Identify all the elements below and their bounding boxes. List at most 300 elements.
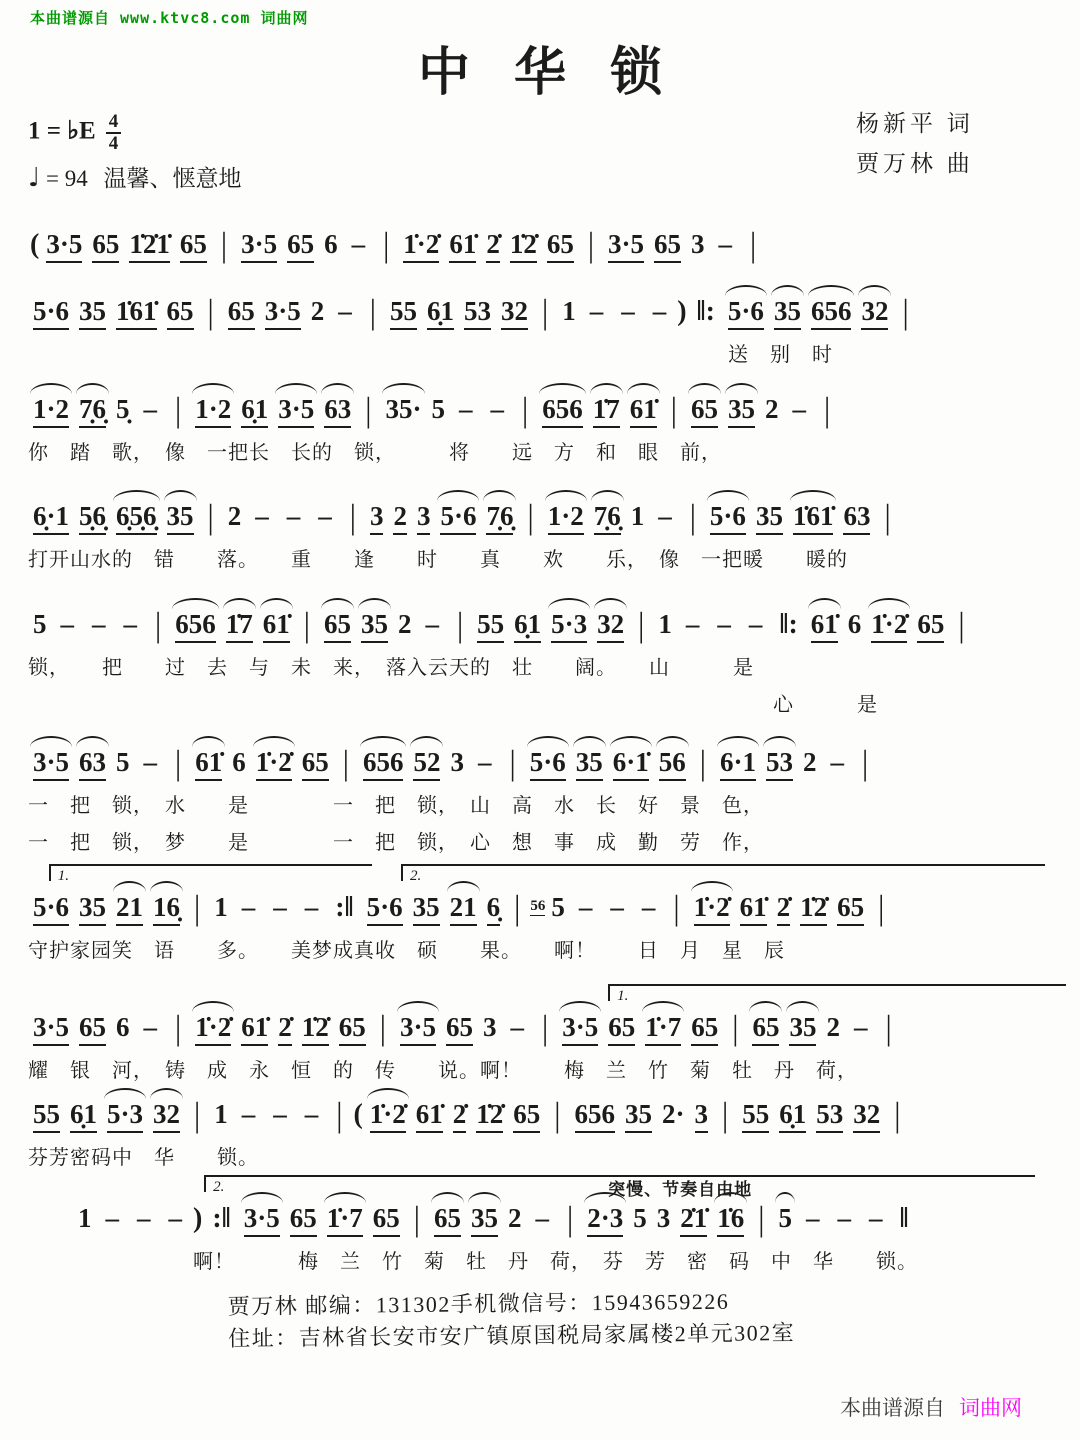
key-tonic: 1 = ♭E bbox=[28, 117, 96, 145]
note: 6̣1 bbox=[241, 394, 268, 428]
note: 1̇6 bbox=[717, 1203, 744, 1237]
note: 2·3 bbox=[587, 1203, 623, 1237]
barline: | bbox=[342, 742, 349, 783]
note: 5·6 bbox=[367, 892, 403, 926]
note: 55 bbox=[477, 609, 504, 643]
duration-dash: – bbox=[748, 609, 763, 639]
duration-dash: – bbox=[830, 747, 844, 777]
note: 7̣6̣ bbox=[79, 394, 106, 428]
barline: | bbox=[527, 496, 534, 537]
barline: | bbox=[413, 1198, 420, 1239]
barline: | bbox=[514, 887, 521, 928]
duration-dash: – bbox=[273, 1099, 287, 1129]
note: 5·6 bbox=[33, 892, 69, 926]
duration-dash: – bbox=[273, 892, 287, 922]
barline: | bbox=[638, 604, 645, 645]
note: 2̇ bbox=[453, 1099, 467, 1133]
note: 656 bbox=[363, 747, 404, 781]
duration-dash: – bbox=[792, 394, 806, 424]
barline: | bbox=[566, 1198, 574, 1239]
note: 35 bbox=[413, 892, 440, 926]
lyrics-row: 一 把 锁， 梦 是 一 把 锁， 心 想 事 成 勤 劳 作， bbox=[28, 832, 764, 855]
duration-dash: – bbox=[168, 1203, 182, 1233]
duration-dash: – bbox=[137, 1203, 151, 1233]
barline: | bbox=[541, 291, 549, 332]
volta-label: 2. bbox=[409, 868, 422, 884]
note: 65 bbox=[339, 1012, 366, 1046]
note: 6̣1 bbox=[427, 296, 454, 330]
quarter-note-icon: ♩ bbox=[28, 163, 41, 193]
barline: | bbox=[175, 1007, 182, 1048]
lyrics-row: 打开山水的 错 落。 重 逢 时 真 欢 乐， 像 一把暖 暖的 bbox=[28, 549, 848, 572]
duration-dash: – bbox=[425, 609, 439, 639]
note: 35 bbox=[167, 501, 194, 535]
note: 55 bbox=[390, 296, 417, 330]
note: 61̇ bbox=[630, 394, 657, 428]
credit-composer: 贾万林 曲 bbox=[856, 151, 974, 177]
note: 1 bbox=[562, 296, 576, 326]
barline: | bbox=[365, 389, 372, 430]
note: 6 bbox=[847, 609, 862, 639]
note: 3·5 bbox=[241, 229, 277, 263]
time-signature bbox=[106, 112, 122, 154]
bottom-watermark bbox=[840, 1392, 1022, 1422]
note: 656 bbox=[542, 394, 583, 428]
duration-dash: – bbox=[123, 609, 137, 639]
note: 61̇ bbox=[449, 229, 476, 263]
parenthesis: ( bbox=[30, 229, 40, 260]
duration-dash: – bbox=[868, 1203, 883, 1233]
note: 65 bbox=[691, 394, 718, 428]
duration-dash: – bbox=[853, 1012, 868, 1042]
note: 656 bbox=[575, 1099, 616, 1133]
note: 5·6 bbox=[33, 296, 69, 330]
tempo-bpm: = 94 bbox=[46, 166, 88, 191]
note: 32 bbox=[597, 609, 624, 643]
volta-label: 1. bbox=[617, 988, 629, 1004]
note: 5·6 bbox=[440, 501, 476, 535]
barline: | bbox=[194, 887, 201, 928]
note: 65 bbox=[654, 229, 681, 263]
notes-row bbox=[28, 209, 1064, 263]
duration-dash: – bbox=[351, 229, 366, 259]
score-system-1 bbox=[28, 209, 1064, 263]
lyrics-row: 你 踏 歌， 像 一把长 长的 锁， 将 远 方 和 眼 前， bbox=[28, 442, 722, 465]
barline: | bbox=[303, 604, 310, 645]
note: 1̇·7 bbox=[327, 1203, 363, 1237]
barline: | bbox=[554, 1094, 561, 1135]
note: 6̣1 bbox=[70, 1099, 97, 1133]
notes-row bbox=[28, 481, 1064, 535]
notes-row bbox=[28, 1079, 1064, 1133]
note: 3 bbox=[691, 229, 705, 259]
lyrics-row: 耀 银 河， 铸 成 永 恒 的 传 说。啊！ 梅 兰 竹 菊 牡 丹 荷， bbox=[28, 1060, 858, 1083]
duration-dash: – bbox=[837, 1203, 851, 1233]
barline: | bbox=[699, 742, 706, 783]
note: 35 bbox=[625, 1099, 652, 1133]
note: 1·2 bbox=[195, 394, 231, 428]
note: 32 bbox=[501, 296, 528, 330]
note: 5 bbox=[778, 1203, 792, 1233]
contact-line-2: 住址：吉林省长安市安广镇原国税局家属楼2单元302室 bbox=[228, 1319, 796, 1351]
duration-dash: – bbox=[610, 892, 624, 922]
note: 56 bbox=[659, 747, 686, 781]
note: 1̇·2̇ bbox=[403, 229, 439, 263]
note: 3 bbox=[450, 747, 464, 777]
barline: | bbox=[383, 224, 390, 265]
note: 65 bbox=[752, 1012, 779, 1046]
note: 6·1 bbox=[720, 747, 756, 781]
note: 63 bbox=[79, 747, 106, 781]
note: 32 bbox=[861, 296, 888, 330]
page-title: 中华锁 bbox=[417, 45, 706, 102]
note: 1 bbox=[214, 1099, 228, 1129]
note: 1̇7 bbox=[226, 609, 253, 643]
note: 6̣1 bbox=[779, 1099, 806, 1133]
duration-dash: – bbox=[241, 1099, 256, 1129]
note: 65 bbox=[92, 229, 119, 263]
score-system-10 bbox=[28, 1163, 1064, 1274]
note: 65 bbox=[228, 296, 255, 330]
barline: | bbox=[722, 1094, 729, 1135]
notes-row bbox=[28, 727, 1064, 781]
duration-dash: – bbox=[255, 501, 269, 531]
note: 3·5 bbox=[562, 1012, 598, 1046]
note: 65 bbox=[287, 229, 314, 263]
duration-dash: – bbox=[318, 501, 332, 531]
note: 3 bbox=[482, 1012, 497, 1042]
note: 3 bbox=[417, 501, 431, 535]
note: 3·5 bbox=[33, 1012, 69, 1046]
note: 3·5 bbox=[46, 229, 82, 263]
note: 5 bbox=[116, 747, 130, 777]
note: 2̇ bbox=[278, 1012, 292, 1046]
barline: | bbox=[902, 291, 909, 332]
note: 1 bbox=[78, 1203, 92, 1233]
duration-dash: – bbox=[641, 892, 656, 922]
note: 65 bbox=[691, 1012, 718, 1046]
score-system-3 bbox=[28, 374, 1064, 465]
note: 7̣6̣ bbox=[594, 501, 621, 535]
note: 21 bbox=[116, 892, 143, 926]
note: 61̇ bbox=[811, 609, 838, 643]
note: 61̇ bbox=[740, 892, 767, 926]
score-system-8 bbox=[28, 972, 1064, 1083]
note: 35 bbox=[471, 1203, 498, 1237]
note: 5̣6̣ bbox=[79, 501, 106, 535]
repeat-barline: ‖: bbox=[779, 609, 798, 640]
volta-bracket bbox=[401, 864, 1045, 884]
note: 35 bbox=[728, 394, 755, 428]
duration-dash: – bbox=[652, 296, 667, 326]
note: 2̇ bbox=[486, 229, 500, 263]
parenthesis: ) bbox=[677, 296, 687, 327]
note: 53 bbox=[766, 747, 793, 781]
note: 65 bbox=[290, 1203, 317, 1237]
note: 1̇61̇ bbox=[116, 296, 157, 330]
lyrics-row: 锁， 把 过 去 与 未 来， 落入云天的 壮 阔。 山 是 bbox=[28, 657, 754, 680]
score-system-9 bbox=[28, 1079, 1064, 1170]
duration-dash: – bbox=[105, 1203, 119, 1233]
barline: | bbox=[336, 1094, 343, 1135]
note: 5 bbox=[551, 892, 565, 922]
note: 1 bbox=[630, 501, 645, 531]
note: 2 bbox=[826, 1012, 840, 1042]
note: 3·5 bbox=[400, 1012, 436, 1046]
note: 5·6 bbox=[728, 296, 764, 330]
note: 1̇·2̇ bbox=[370, 1099, 406, 1133]
note: 2 bbox=[802, 747, 817, 777]
note: 35 bbox=[774, 296, 801, 330]
note: 32 bbox=[153, 1099, 180, 1133]
note: 65 bbox=[167, 296, 194, 330]
score-system-4 bbox=[28, 481, 1064, 572]
duration-dash: – bbox=[589, 296, 604, 326]
duration-dash: – bbox=[60, 609, 74, 639]
score-system-2 bbox=[28, 276, 1064, 367]
note: 61̇ bbox=[263, 609, 290, 643]
note: 35· bbox=[385, 394, 422, 424]
note: 3·5 bbox=[33, 747, 69, 781]
note: 1̇2̇1̇ bbox=[129, 229, 170, 263]
note: 1̇61̇ bbox=[793, 501, 834, 535]
note: 65 bbox=[446, 1012, 473, 1046]
duration-dash: – bbox=[143, 1012, 158, 1042]
barline: | bbox=[878, 887, 885, 928]
duration-dash: – bbox=[143, 747, 158, 777]
note: 65 bbox=[324, 609, 351, 643]
barline: | bbox=[541, 1007, 549, 1048]
note: 1̇·2̇ bbox=[871, 609, 907, 643]
barline: | bbox=[861, 742, 869, 783]
note: 61̇ bbox=[416, 1099, 443, 1133]
note: 1 bbox=[214, 892, 228, 922]
barline: | bbox=[369, 291, 376, 332]
duration-dash: – bbox=[338, 296, 352, 326]
note: 5·6 bbox=[530, 747, 566, 781]
note: 3 bbox=[370, 501, 384, 535]
note: 6 bbox=[324, 229, 338, 259]
repeat-barline: :‖ bbox=[212, 1203, 231, 1234]
note: 1̇·7 bbox=[645, 1012, 681, 1046]
note: 1̇2̇ bbox=[800, 892, 827, 926]
note: 55 bbox=[742, 1099, 769, 1133]
note: 5·3 bbox=[551, 609, 587, 643]
note: 65 bbox=[547, 229, 574, 263]
barline: | bbox=[894, 1094, 901, 1135]
note: 3 bbox=[695, 1099, 709, 1133]
note: 65 bbox=[837, 892, 864, 926]
parenthesis: ) bbox=[193, 1203, 203, 1234]
note: 6·1̇ bbox=[613, 747, 649, 781]
note: 3·5 bbox=[244, 1203, 280, 1237]
barline: | bbox=[509, 742, 516, 783]
note: 5 bbox=[33, 609, 47, 639]
barline: | bbox=[155, 604, 162, 645]
barline: | bbox=[958, 604, 965, 645]
note: 2̇ bbox=[777, 892, 791, 926]
duration-dash: – bbox=[685, 609, 700, 639]
duration-dash: – bbox=[805, 1203, 820, 1233]
note: 55 bbox=[33, 1099, 60, 1133]
note: 656 bbox=[811, 296, 852, 330]
barline: | bbox=[207, 496, 214, 537]
note: 6̣ bbox=[487, 892, 501, 926]
note: 5 bbox=[431, 394, 445, 424]
barline: | bbox=[673, 887, 680, 928]
note: 65 bbox=[608, 1012, 635, 1046]
lyrics-row: 芬芳密码中 华 锁。 bbox=[28, 1147, 259, 1170]
parenthesis: ( bbox=[353, 1099, 363, 1130]
duration-dash: – bbox=[717, 609, 731, 639]
barline: | bbox=[758, 1198, 765, 1239]
note: 656 bbox=[175, 609, 216, 643]
note: 2 bbox=[507, 1203, 522, 1233]
note: 3·5 bbox=[608, 229, 644, 263]
note: 5 bbox=[633, 1203, 647, 1233]
footer-source-label: 本曲谱源自 bbox=[840, 1397, 945, 1420]
credits bbox=[856, 104, 974, 185]
duration-dash: – bbox=[477, 747, 492, 777]
notes-row bbox=[28, 276, 1064, 330]
note: 1̇·2̇ bbox=[195, 1012, 231, 1046]
barline: | bbox=[456, 604, 464, 645]
note: 6 bbox=[232, 747, 246, 777]
note: 65 bbox=[79, 1012, 106, 1046]
repeat-barline: ‖ bbox=[899, 1203, 909, 1234]
duration-dash: – bbox=[92, 609, 106, 639]
volta-bracket bbox=[608, 984, 1066, 1004]
duration-dash: – bbox=[718, 229, 733, 259]
barline: | bbox=[587, 224, 595, 265]
repeat-barline: ‖: bbox=[696, 296, 715, 327]
note: 1·2 bbox=[33, 394, 69, 428]
lyrics-row: 啊！ 梅 兰 竹 菊 牡 丹 荷， 芬 芳 密 码 中 华 锁。 bbox=[193, 1251, 918, 1274]
note: 2 bbox=[393, 501, 407, 535]
note: 5·6 bbox=[710, 501, 746, 535]
barline: | bbox=[175, 389, 182, 430]
duration-dash: – bbox=[621, 296, 635, 326]
duration-dash: – bbox=[459, 394, 473, 424]
barline: | bbox=[884, 496, 891, 537]
barline: | bbox=[823, 389, 831, 430]
note: 65 bbox=[180, 229, 207, 263]
meter-denominator: 4 bbox=[108, 132, 119, 154]
note: 35 bbox=[789, 1012, 816, 1046]
note: 6 bbox=[116, 1012, 130, 1042]
note: 1̇·2̇ bbox=[694, 892, 730, 926]
grace-note: 56 bbox=[530, 897, 546, 914]
note: 3·5 bbox=[265, 296, 301, 330]
note: 53 bbox=[816, 1099, 843, 1133]
note: 61̇ bbox=[241, 1012, 268, 1046]
barline: | bbox=[379, 1007, 386, 1048]
note: 1·2 bbox=[548, 501, 584, 535]
note: 65 bbox=[513, 1099, 540, 1133]
duration-dash: – bbox=[490, 394, 504, 424]
duration-dash: – bbox=[241, 892, 256, 922]
note: 3·5 bbox=[278, 394, 314, 428]
note: 35 bbox=[361, 609, 388, 643]
note: 1̇·2̇ bbox=[256, 747, 292, 781]
barline: | bbox=[522, 389, 529, 430]
note: 6̣1 bbox=[514, 609, 541, 643]
note: 52 bbox=[413, 747, 440, 781]
duration-dash: – bbox=[304, 892, 319, 922]
note: 32 bbox=[853, 1099, 880, 1133]
top-watermark: 本曲谱源自 www.ktvc8.com 词曲网 bbox=[30, 9, 309, 27]
contact-line-1: 贾万林 邮编：131302手机微信号：15943659226 bbox=[227, 1288, 730, 1319]
note: 21 bbox=[450, 892, 477, 926]
note: 65 bbox=[373, 1203, 400, 1237]
barline: | bbox=[689, 496, 696, 537]
tempo-change-marking: 突慢、节奏自由地 bbox=[608, 1180, 753, 1199]
score-system-7 bbox=[28, 852, 1064, 963]
note: 65 bbox=[434, 1203, 461, 1237]
note: 6̣·1 bbox=[33, 501, 69, 535]
tempo-mark bbox=[28, 160, 242, 193]
note: 1̇7 bbox=[593, 394, 620, 428]
tempo-expression: 温馨、惬意地 bbox=[103, 166, 242, 191]
note: 61̇ bbox=[195, 747, 222, 781]
note: 5̣ bbox=[116, 394, 130, 424]
note: 2 bbox=[310, 296, 325, 326]
barline: | bbox=[732, 1007, 739, 1048]
duration-dash: – bbox=[143, 394, 158, 424]
barline: | bbox=[194, 1094, 201, 1135]
notes-row bbox=[28, 589, 1064, 643]
barline: | bbox=[207, 291, 214, 332]
note: 5·3 bbox=[107, 1099, 143, 1133]
notes-row bbox=[28, 374, 1064, 428]
note: 2 bbox=[397, 609, 412, 639]
note: 63 bbox=[843, 501, 870, 535]
contact-info bbox=[228, 1285, 796, 1355]
barline: | bbox=[885, 1007, 892, 1048]
score-system-6 bbox=[28, 727, 1064, 855]
note: 65 bbox=[302, 747, 329, 781]
note: 6̣5̣6̣ bbox=[116, 501, 157, 535]
lyrics-row: 心 是 bbox=[773, 694, 878, 717]
barline: | bbox=[750, 224, 757, 265]
note: 7̣6̣ bbox=[486, 501, 513, 535]
note: 1̇2̇ bbox=[302, 1012, 329, 1046]
barline: | bbox=[349, 496, 356, 537]
barline: | bbox=[175, 742, 182, 783]
note: 1̇2̇ bbox=[510, 229, 537, 263]
lyrics-row: 守护家园笑 语 多。 美梦成真收 硕 果。 啊！ 日 月 星 辰 bbox=[28, 940, 785, 963]
volta-label: 1. bbox=[57, 868, 69, 884]
note: 2 bbox=[227, 501, 242, 531]
volta-label: 2. bbox=[213, 1179, 225, 1195]
note: 1̇2̇ bbox=[476, 1099, 503, 1133]
barline: | bbox=[220, 224, 228, 265]
note: 35 bbox=[79, 296, 106, 330]
note: 2 bbox=[764, 394, 779, 424]
key-signature bbox=[28, 112, 121, 154]
score-system-5 bbox=[28, 589, 1064, 717]
note: 35 bbox=[756, 501, 783, 535]
footer-brand: 词曲网 bbox=[959, 1397, 1022, 1420]
lyrics-row: 送 别 时 bbox=[728, 344, 833, 367]
repeat-barline: :‖ bbox=[335, 892, 354, 923]
duration-dash: – bbox=[658, 501, 672, 531]
note: 65 bbox=[917, 609, 944, 643]
volta-bracket bbox=[49, 864, 372, 884]
note: 2· bbox=[662, 1099, 685, 1129]
note: 3 bbox=[656, 1203, 671, 1233]
duration-dash: – bbox=[304, 1099, 319, 1129]
